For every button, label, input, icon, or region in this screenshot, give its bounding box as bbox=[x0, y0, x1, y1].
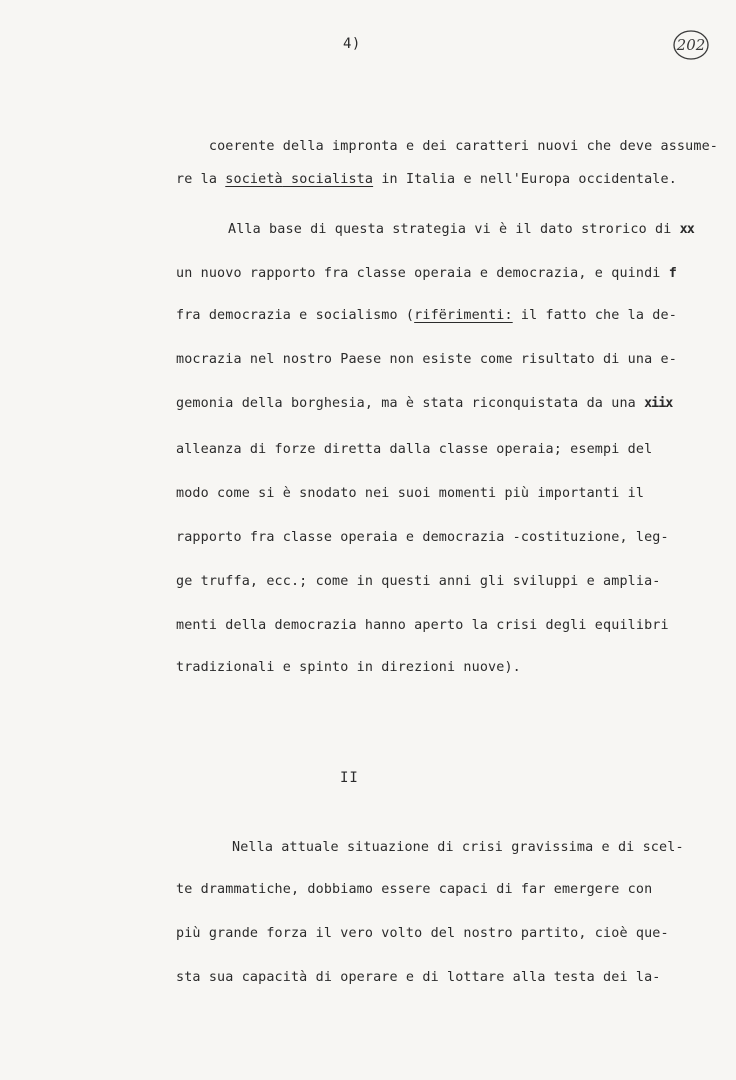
underlined-text: società bbox=[225, 172, 283, 187]
struck-out-text: xx bbox=[679, 222, 694, 237]
text-line bbox=[0, 124, 736, 169]
text-line bbox=[0, 352, 736, 367]
line-text: Alla base di questa strategia vi è il dato strorico di bbox=[228, 222, 672, 237]
line-text: alleanza di forze diretta dalla classe operaia; esempi del bbox=[176, 442, 653, 457]
text-line bbox=[0, 840, 736, 855]
text-line bbox=[0, 660, 736, 675]
stamp-number: 202 bbox=[676, 36, 706, 54]
text-line bbox=[0, 396, 736, 411]
line-text: menti della democrazia hanno aperto la crisi degli equilibri bbox=[176, 618, 669, 633]
line-text: più grande forza il vero volto del nostro partito, cioè que- bbox=[176, 926, 669, 941]
line-text: tradizionali e spinto in direzioni nuove). bbox=[176, 660, 521, 675]
line-text: ge truffa, ecc.; come in questi anni gli sviluppi e amplia- bbox=[176, 574, 661, 589]
line-text: un nuovo rapporto fra classe operaia e democrazia, e quindi bbox=[176, 266, 661, 281]
section-heading: II bbox=[340, 770, 359, 786]
page-stamp bbox=[672, 28, 710, 62]
line-text: Nella attuale situazione di crisi gravissima e di scel- bbox=[232, 840, 684, 855]
text-line bbox=[0, 530, 736, 545]
text-line bbox=[0, 266, 736, 281]
line-text: in Italia e nell'Europa occidentale. bbox=[373, 172, 677, 187]
struck-out-text: f bbox=[668, 266, 676, 281]
line-text: re la bbox=[176, 172, 226, 187]
line-text: sta sua capacità di operare e di lottare alla testa dei la- bbox=[176, 970, 661, 985]
text-line bbox=[0, 970, 736, 985]
text-line bbox=[0, 882, 736, 897]
line-text: mocrazia nel nostro Paese non esiste come risultato di una e- bbox=[176, 352, 677, 367]
text-line bbox=[0, 618, 736, 633]
text-line bbox=[0, 486, 736, 501]
page-number: 4) bbox=[343, 36, 361, 52]
line-text: il fatto che la de- bbox=[512, 308, 677, 323]
text-line bbox=[0, 308, 736, 323]
line-text: rapporto fra classe operaia e democrazia -costituzione, leg- bbox=[176, 530, 669, 545]
text-line bbox=[0, 574, 736, 589]
line-text: gemonia della borghesia, ma è stata riconquistata da una bbox=[176, 396, 636, 411]
text-line bbox=[0, 926, 736, 941]
line-text: te drammatiche, dobbiamo essere capaci di far emergere con bbox=[176, 882, 653, 897]
text-line bbox=[0, 442, 736, 457]
underlined-text: rifërimenti: bbox=[414, 308, 513, 323]
line-text: coerente della impronta e dei caratteri nuovi che deve assume- bbox=[208, 139, 718, 154]
text-line bbox=[0, 172, 736, 187]
underlined-space bbox=[283, 172, 291, 187]
line-text: fra democrazia e socialismo ( bbox=[176, 308, 415, 323]
handwritten-circle-icon bbox=[672, 28, 710, 62]
text-line bbox=[0, 222, 736, 237]
struck-out-text: xiix bbox=[644, 396, 673, 411]
line-text: modo come si è snodato nei suoi momenti più importanti il bbox=[176, 486, 645, 501]
underlined-text: socialista bbox=[290, 172, 374, 187]
